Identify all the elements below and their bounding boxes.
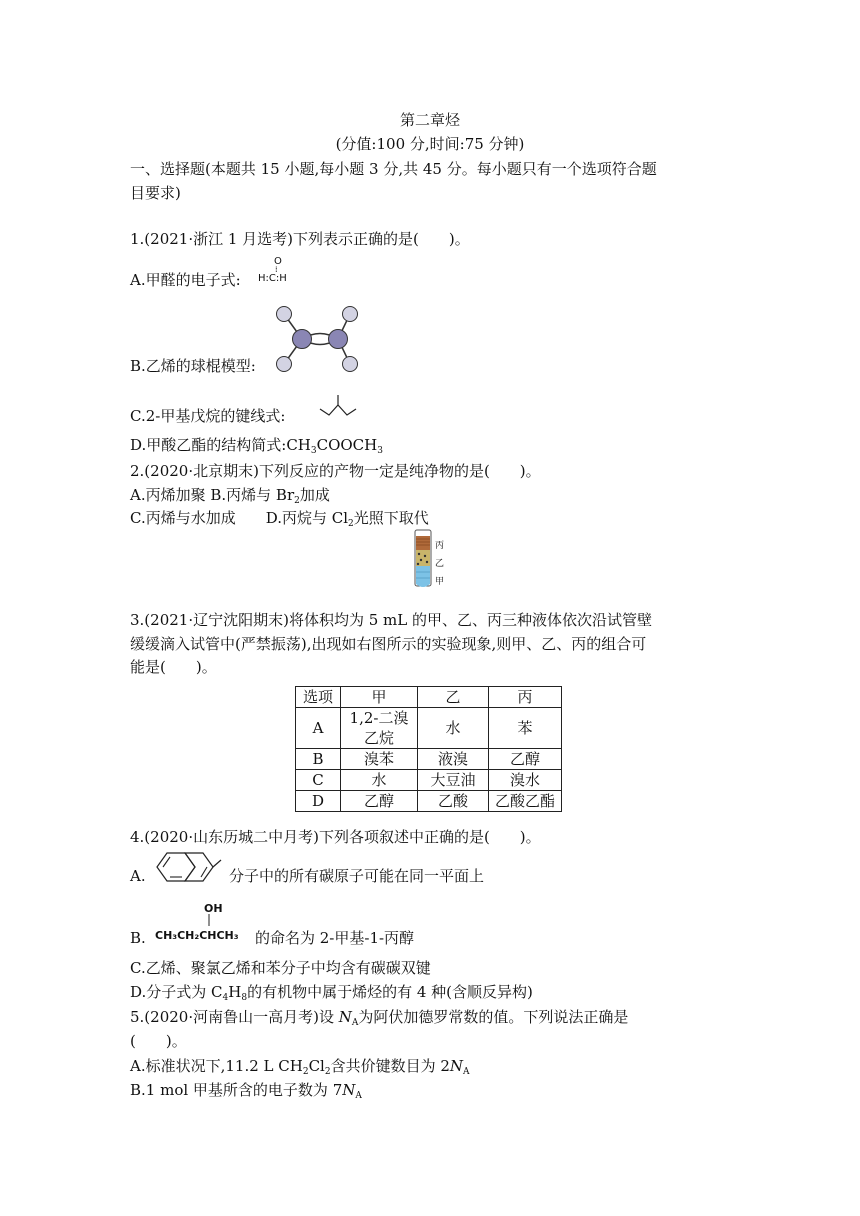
q5-line2: ( )。 <box>130 1032 187 1050</box>
q1-stem: 1.(2021·浙江 1 月选考)下列表示正确的是( )。 <box>130 230 470 248</box>
q4-stem: 4.(2020·山东历城二中月考)下列各项叙述中正确的是( )。 <box>130 828 541 846</box>
tube-label-top: 丙 <box>435 541 445 551</box>
q5-a-text: 含共价键数目为 2 <box>330 1057 450 1075</box>
table-header-row <box>296 687 562 708</box>
q2-options-ab <box>130 485 330 505</box>
table-cell <box>341 708 418 749</box>
subscript: 2 <box>348 519 354 529</box>
dihydronaphthalene-structure <box>155 850 225 884</box>
table-cell: 乙酸 <box>418 791 489 812</box>
hydrogen-atom <box>343 357 358 372</box>
subscript: 2 <box>324 1067 331 1077</box>
subscript: 4 <box>222 993 229 1003</box>
ethylene-ball-stick-model <box>272 302 362 382</box>
subscript: 3 <box>377 446 383 456</box>
subscript: A <box>351 1018 359 1028</box>
table-cell: B <box>296 749 341 770</box>
table-cell: 溴苯 <box>341 749 418 770</box>
table-cell: 水 <box>418 708 489 749</box>
q4-option-a-label: A. <box>130 867 146 885</box>
subscript: A <box>355 1091 362 1101</box>
table-row <box>296 749 562 770</box>
q5-a-text: A.标准状况下,11.2 L CH <box>130 1057 303 1075</box>
q3-line1: 3.(2021·辽宁沈阳期末)将体积均为 5 mL 的甲、乙、丙三种液体依次沿试管壁 <box>130 611 652 629</box>
hydrogen-atom <box>343 307 358 322</box>
cell-line: 乙烷 <box>363 729 394 747</box>
q4-b-formula: CH₃CH₂CHCH₃ <box>155 929 239 942</box>
q1-option-b: B.乙烯的球棍模型: <box>130 357 256 375</box>
methylpentane-skeletal-formula <box>320 395 360 420</box>
q4-d-text: H <box>228 983 242 1001</box>
table-header-cell: 丙 <box>489 687 562 708</box>
hydrogen-atom <box>277 357 292 372</box>
carbon-atom <box>293 330 312 349</box>
q5-option-a <box>130 1056 470 1076</box>
table-cell: 水 <box>341 770 418 791</box>
table-cell: 溴水 <box>489 770 562 791</box>
avogadro-symbol: N <box>338 1008 352 1026</box>
q3-options-table <box>295 686 562 812</box>
q4-option-b-text: 的命名为 2-甲基-1-丙醇 <box>255 929 415 947</box>
q1-a-formula-oxygen: O <box>274 256 282 267</box>
hydrogen-atom <box>277 307 292 322</box>
q2-stem: 2.(2020·北京期末)下列反应的产物一定是纯净物的是( )。 <box>130 462 541 480</box>
section-heading-line1: 一、选择题(本题共 15 小题,每小题 3 分,共 45 分。每小题只有一个选项符合题 <box>130 160 657 178</box>
q2-options-cd <box>130 508 429 528</box>
q1-option-a-text: A.甲醛的电子式: <box>130 271 241 289</box>
subscript: 8 <box>241 993 248 1003</box>
section-heading-line2: 目要求) <box>130 184 181 202</box>
subscript: 3 <box>310 446 317 456</box>
subscript: 2 <box>302 1067 309 1077</box>
avogadro-symbol: N <box>342 1081 356 1099</box>
avogadro-symbol: N <box>449 1057 464 1075</box>
q4-option-a-text: 分子中的所有碳原子可能在同一平面上 <box>229 867 485 885</box>
q4-d-text: D.分子式为 C <box>130 983 223 1001</box>
table-header-cell: 甲 <box>341 687 418 708</box>
q2-ab-text: A.丙烯加聚 B.丙烯与 Br <box>130 486 295 504</box>
table-cell: 液溴 <box>418 749 489 770</box>
q5-b-text: B.1 mol 甲基所含的电子数为 7 <box>130 1081 343 1099</box>
q4-b-hydroxyl: OH <box>204 902 223 915</box>
chapter-title: 第二章烃 <box>399 111 460 129</box>
carbon-atom <box>329 330 348 349</box>
table-row <box>296 770 562 791</box>
q4-b-bond-line <box>207 914 211 926</box>
table-header-cell: 乙 <box>418 687 489 708</box>
q1-d-text: D.甲酸乙酯的结构简式:CH <box>130 436 311 454</box>
q4-option-d <box>130 982 533 1002</box>
table-cell: 乙醇 <box>341 791 418 812</box>
q4-option-b-label: B. <box>130 929 146 947</box>
q4-d-text: 的有机物中属于烯烃的有 4 种(含顺反异构) <box>247 983 533 1001</box>
chapter-subtitle: (分值:100 分,时间:75 分钟) <box>335 135 525 153</box>
table-cell: D <box>296 791 341 812</box>
table-cell: 大豆油 <box>418 770 489 791</box>
table-row <box>296 708 562 749</box>
q2-ab-text: 加成 <box>299 486 330 504</box>
table-cell: 苯 <box>489 708 562 749</box>
q3-line3: 能是( )。 <box>130 658 217 676</box>
table-cell: 乙醇 <box>489 749 562 770</box>
q1-a-formula-row: H:C:H <box>258 273 287 284</box>
tube-label-middle: 乙 <box>435 559 445 569</box>
table-cell: 乙酸乙酯 <box>489 791 562 812</box>
q4-option-c: C.乙烯、聚氯乙烯和苯分子中均含有碳碳双键 <box>130 959 431 977</box>
q2-cd-text: 光照下取代 <box>353 509 429 527</box>
q5-line1 <box>130 1007 628 1027</box>
q1-option-a <box>130 270 241 290</box>
table-cell: A <box>296 708 341 749</box>
q3-line2: 缓缓滴入试管中(严禁振荡),出现如右图所示的实验现象,则甲、乙、丙的组合可 <box>130 635 647 653</box>
cell-line: 1,2-二溴 <box>349 709 409 727</box>
q5-text: 5.(2020·河南鲁山一高月考)设 <box>130 1008 339 1026</box>
q1-option-d <box>130 435 383 455</box>
q1-option-c: C.2-甲基戊烷的键线式: <box>130 407 286 425</box>
q5-a-text: Cl <box>308 1057 325 1075</box>
table-cell: C <box>296 770 341 791</box>
tube-label-bottom: 甲 <box>435 577 445 587</box>
table-header-cell: 选项 <box>296 687 341 708</box>
subscript: 2 <box>294 496 300 506</box>
test-tube-illustration <box>413 528 453 594</box>
q1-d-text: COOCH <box>316 436 378 454</box>
q5-option-b <box>130 1080 362 1100</box>
q2-cd-text: C.丙烯与水加成 D.丙烷与 Cl <box>130 509 349 527</box>
q5-text: 为阿伏加德罗常数的值。下列说法正确是 <box>358 1008 629 1026</box>
table-row <box>296 791 562 812</box>
q1-a-formula-dots: ⁞ <box>275 265 279 274</box>
subscript: A <box>463 1067 470 1077</box>
